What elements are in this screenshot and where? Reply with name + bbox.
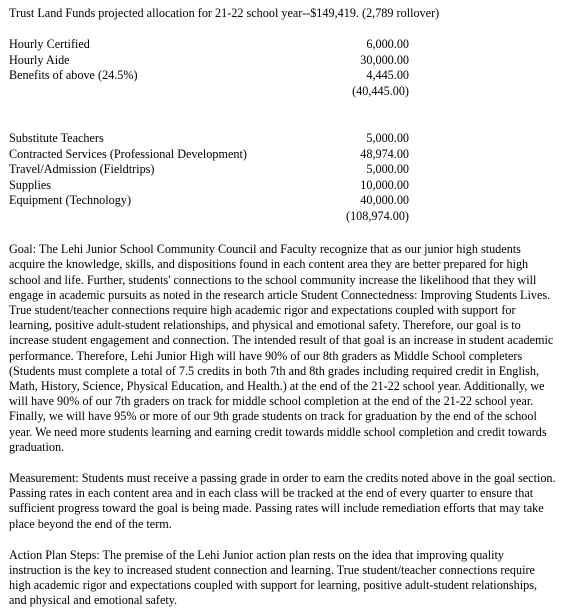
budget-amount: 40,000.00: [360, 193, 409, 208]
budget-row: [9, 147, 409, 163]
budget-label: Hourly Certified: [9, 37, 90, 52]
budget-amount: 5,000.00: [366, 131, 409, 146]
budget-amount: 48,974.00: [360, 146, 409, 161]
budget-subtotal: (40,445.00): [352, 83, 409, 98]
budget-row: [9, 37, 409, 53]
action-plan-paragraph: Action Plan Steps: The premise of the Lehi Junior action plan rests on the idea that improving quality instruction is the key to increased student connection and learning. True student/teacher connections require high academic rigor and expectations coupled with support for learning, positive adult-student relationships, and physical and emotional safety.: [9, 547, 537, 608]
budget-row: [9, 131, 409, 147]
budget-amount: 5,000.00: [366, 162, 409, 177]
budget-row: [9, 193, 409, 209]
budget-amount: 4,445.00: [366, 68, 409, 83]
budget-group-services: [9, 131, 409, 224]
goal-paragraph: Goal: The Lehi Junior School Community Council and Faculty recognize that as our junior high students acquire the knowledge, skills, and dispositions found in each content area they are better prepared for high school and life. Further, students' connections to the school community increase the likelihood that they will engage in academic pursuits as noted in the research article Student Connectedness: Improving Students Lives. True student/teacher connections require high academic rigor and expectations coupled with support for learning, positive adult-student relationships, and physical and emotional safety. Therefore, our goal is to increase student engagement and connection. The intended result of that goal is an increase in student academic performance. Therefore, Lehi Junior High will have 90% of our 8th graders as Middle School completers (Students must complete a total of 7.5 credits in both 7th and 8th grades including required credit in English, Math, History, Science, Physical Education, and Health.) at the end of the 21-22 school year. Additionally, we will have 90% of our 7th graders on track for middle school completion at the end of the 21-22 school year. Finally, we will have 95% or more of our 9th grade students on track for graduation by the end of the school year. We need more students learning and earning credit towards middle school completion and credit towards graduation.: [9, 242, 554, 454]
budget-row: [9, 68, 409, 84]
budget-group-hourly: [9, 37, 409, 99]
budget-amount: 10,000.00: [360, 177, 409, 192]
budget-subtotal: (108,974.00): [346, 208, 409, 223]
budget-subtotal-row: [9, 84, 409, 100]
measurement-paragraph: Measurement: Students must receive a passing grade in order to earn the credits noted above in the goal section. Passing rates in each content area and in each class will be tracked at the end of every quarter to ensure that sufficient progress toward the goal is being made. Passing rates will include remediation efforts that may take place beyond the end of the term.: [9, 471, 556, 531]
budget-amount: 6,000.00: [366, 37, 409, 52]
budget-label: Equipment (Technology): [9, 193, 132, 208]
budget-label: Contracted Services (Professional Development): [9, 146, 247, 161]
budget-row: [9, 178, 409, 194]
document-page: [9, 0, 569, 609]
budget-label: Substitute Teachers: [9, 131, 104, 146]
budget-row: [9, 53, 409, 69]
budget-row: [9, 162, 409, 178]
budget-amount: 30,000.00: [360, 52, 409, 67]
budget-label: Benefits of above (24.5%): [9, 68, 138, 83]
budget-label: Travel/Admission (Fieldtrips): [9, 162, 155, 177]
budget-label: Hourly Aide: [9, 52, 70, 67]
allocation-title: Trust Land Funds projected allocation for 21-22 school year--$149,419. (2,789 rollover): [9, 6, 440, 20]
budget-label: Supplies: [9, 177, 51, 192]
budget-subtotal-row: [9, 209, 409, 225]
